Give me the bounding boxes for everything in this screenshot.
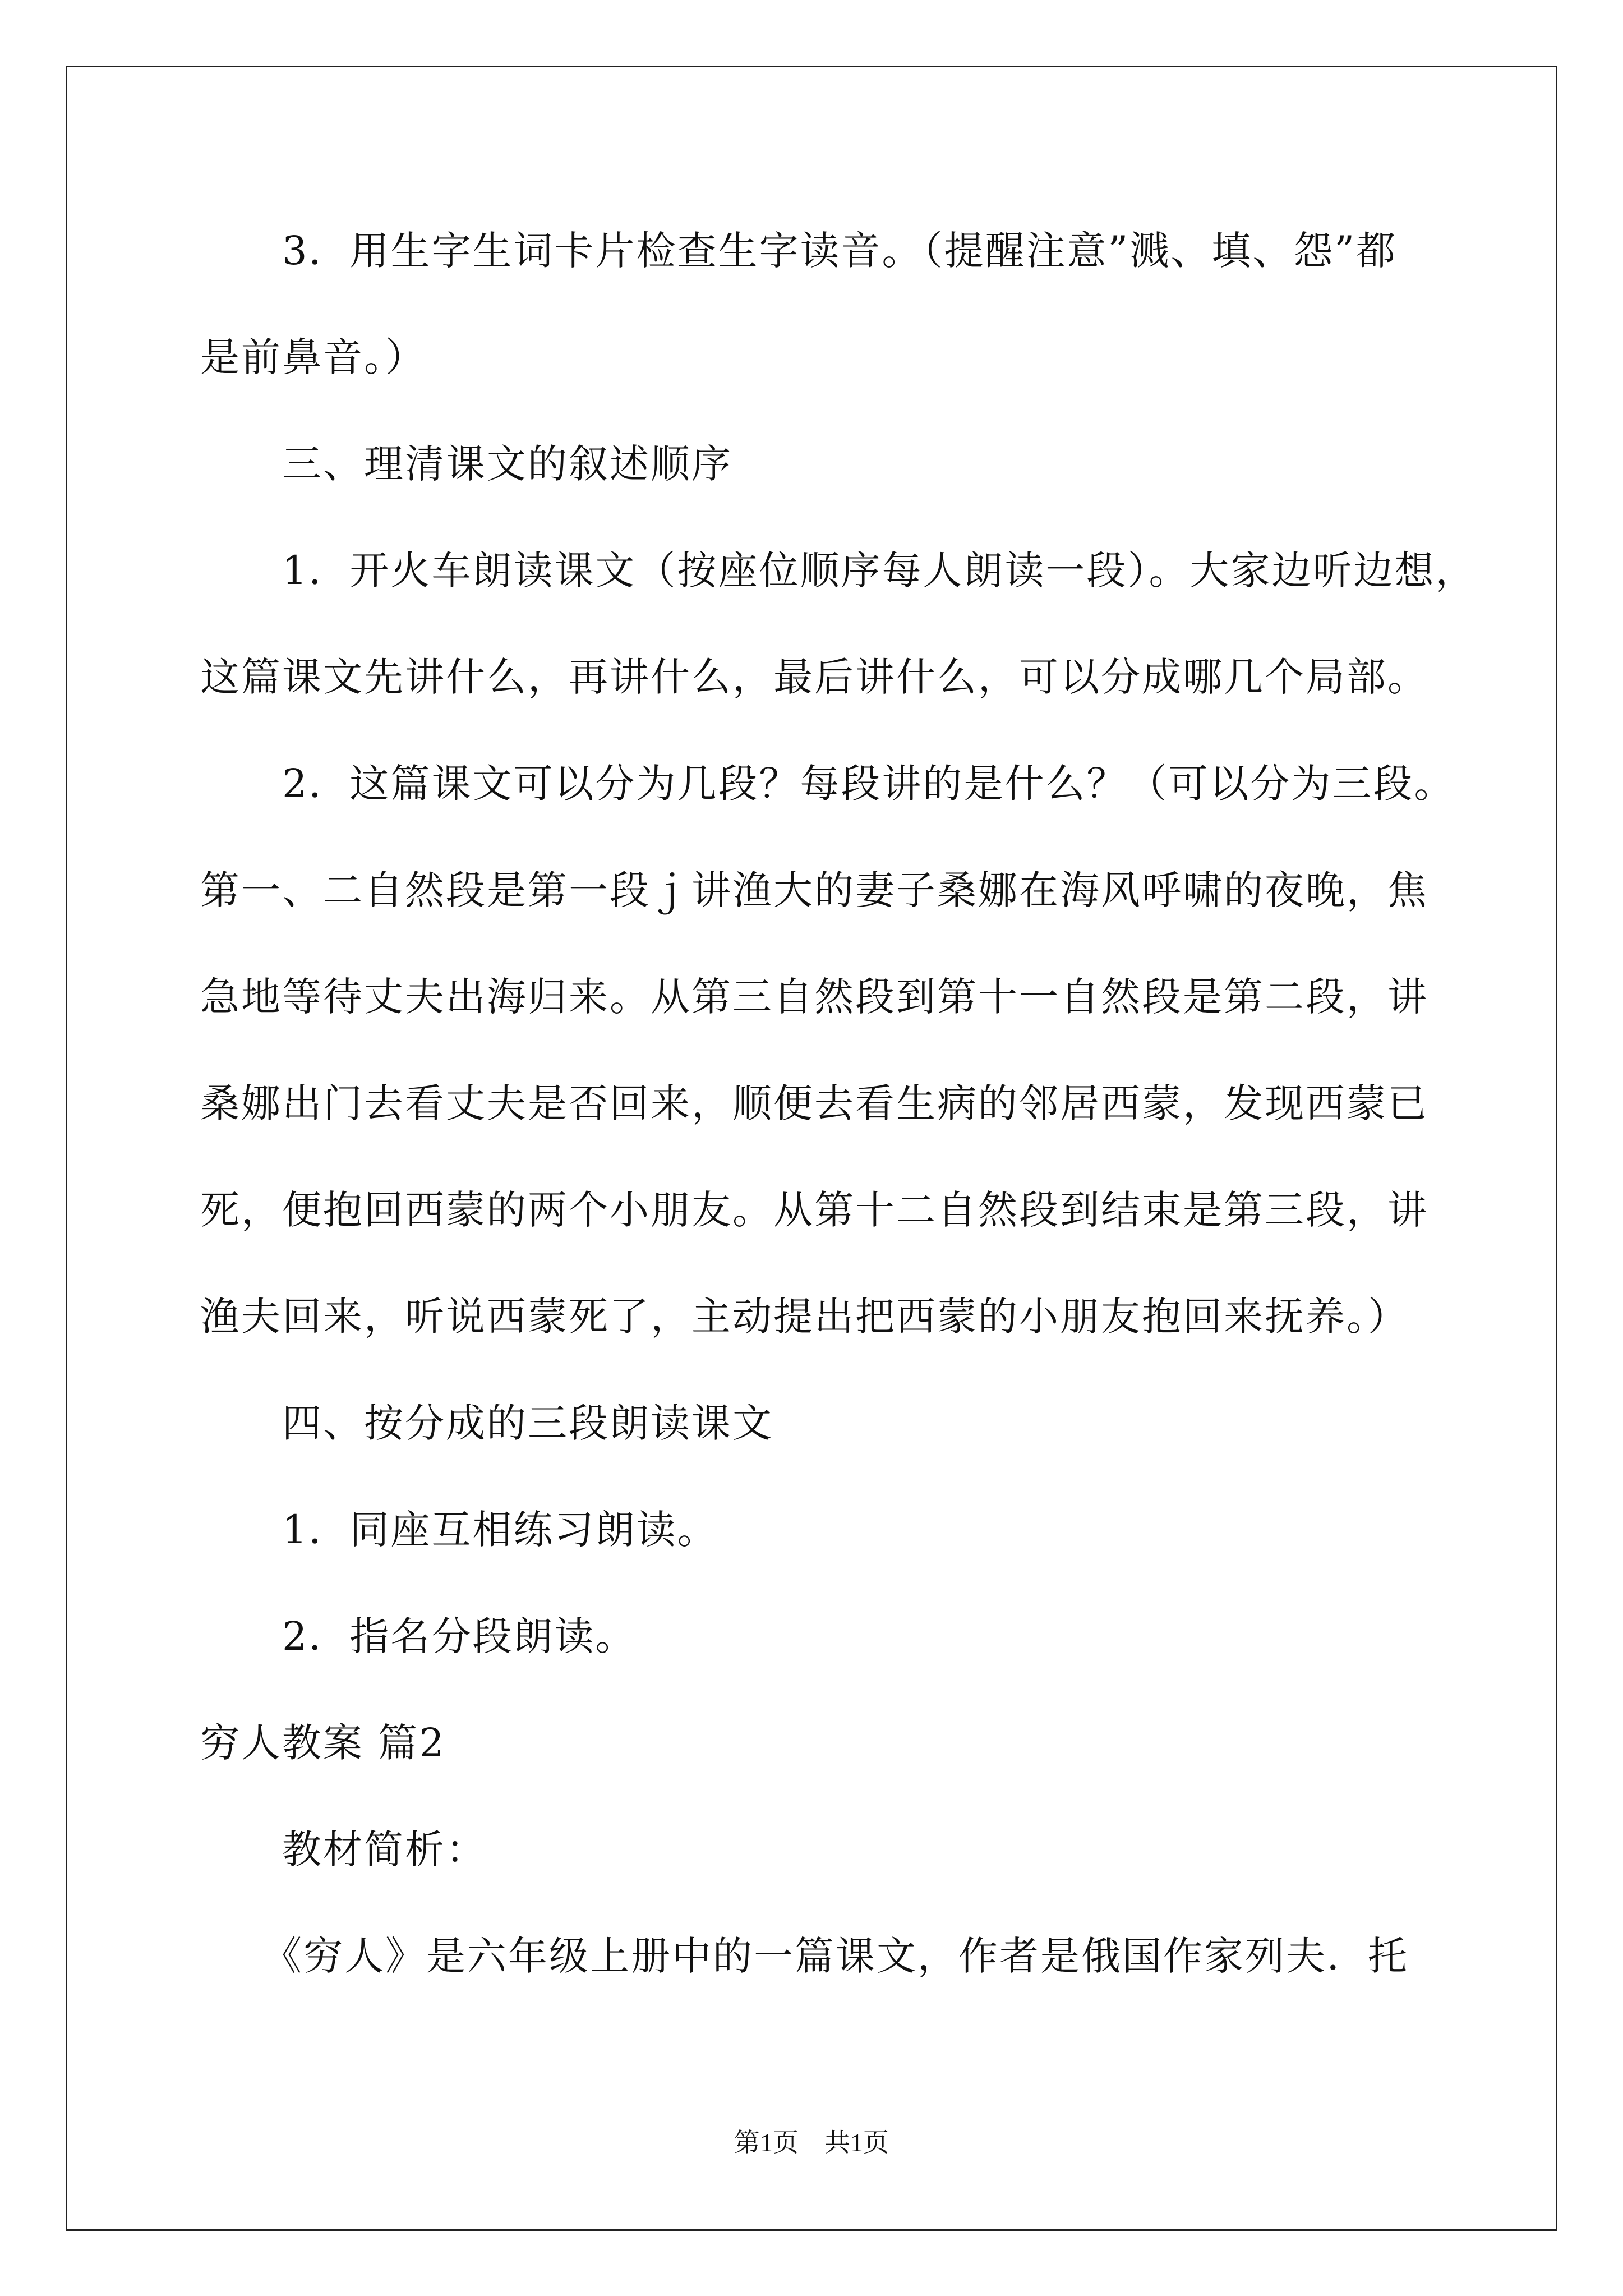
text-line: 1．开火车朗读课文（按座位顺序每人朗读一段）。大家边听边想， [200,547,1477,593]
text-line: 急地等待丈夫出海归来。从第三自然段到第十一自然段是第二段，讲 [200,974,1428,1020]
text-line: 2．这篇课文可以分为几段？每段讲的是什么？（可以分为三段。 [200,761,1455,807]
text-line: 2．指名分段朗读。 [200,1613,637,1659]
page-footer: 第1页 共1页 [734,2128,889,2157]
section-heading: 教材简析： [200,1826,487,1872]
section-heading: 四、按分成的三段朗读课文 [200,1400,773,1446]
text-line: 桑娜出门去看丈夫是否回来，顺便去看生病的邻居西蒙，发现西蒙已 [200,1080,1428,1126]
text-line: 《穷人》是六年级上册中的一篇课文，作者是俄国作家列夫．托 [200,1933,1409,1979]
text-line: 渔夫回来，听说西蒙死了，主动提出把西蒙的小朋友抱回来抚养。） [200,1294,1409,1340]
lesson-title: 穷人教案 篇2 [200,1720,446,1766]
text-line: 第一、二自然段是第一段ｊ讲渔大的妻子桑娜在海风呼啸的夜晚，焦 [200,867,1428,913]
text-line: 这篇课文先讲什么，再讲什么，最后讲什么，可以分成哪几个局部。 [200,654,1428,700]
section-heading: 三、理清课文的叙述顺序 [200,441,732,487]
page-border [66,66,1557,2231]
text-line: 是前鼻音。） [200,334,426,380]
text-line: 3．用生字生词卡片检查生字读音。（提醒注意”溅、填、怨”都 [200,228,1398,274]
text-line: 死，便抱回西蒙的两个小朋友。从第十二自然段到结束是第三段，讲 [200,1187,1428,1233]
text-line: 1．同座互相练习朗读。 [200,1507,718,1553]
